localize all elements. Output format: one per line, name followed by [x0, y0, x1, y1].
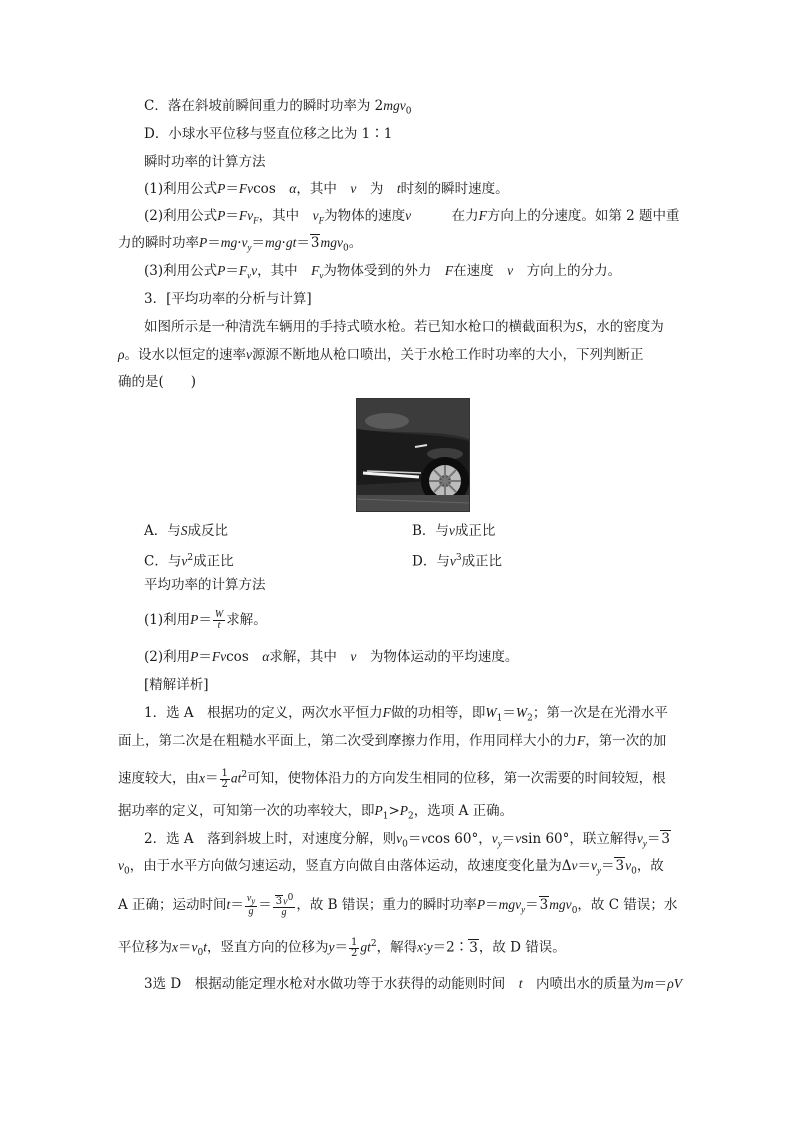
q2-option-c: C．落在斜坡前瞬间重力的瞬时功率为 2mgv$_0$: [144, 98, 412, 117]
answer-1-line-1: 1．选 A 根据功的定义，两次水平恒力F做的功相等，即$W_1=W_2$；第一次是在光滑水平: [144, 705, 668, 724]
answer-1-line-2: 面上，第二次是在粗糙水平面上，第二次受到摩擦力作用，作用同样大小的力F，第一次的加: [118, 733, 667, 749]
tip2-item-2: (2)利用P＝Fvcos α求解，其中 v 为物体运动的平均速度。: [144, 649, 519, 665]
q3-option-a: A．与S成反比: [144, 523, 228, 539]
q3-stem-1: 如图所示是一种清洗车辆用的手持式喷水枪。若已知水枪口的横截面积为S，水的密度为: [144, 319, 664, 335]
q2-option-d: D．小球水平位移与竖直位移之比为 1∶1: [144, 126, 393, 142]
answer-2-line-3: A 正确；运动时间t＝ $\frac{v_y}{g}$ ＝ $\frac{3v^0}{g}$ ，故 B 错误；重力的瞬时功率P＝mgv$_y$＝3mgv$_0$，故 C 错误；水: [118, 893, 678, 919]
answer-1-line-3: 速度较大，由x＝ $\frac{1}{2}$ $at^2$可知，使物体沿力的方向发生相同的位移，第一次需要的时间较短，根: [118, 767, 666, 790]
answer-1-line-4: 据功率的定义，可知第一次的功率较大，即$P_1>P_2$，选项 A 正确。: [118, 803, 514, 822]
q3-option-d: D．与$v^3$成正比: [412, 553, 503, 570]
tip1-item-1: (1)利用公式P＝Fvcos α，其中 v 为 t时刻的瞬时速度。: [144, 181, 509, 197]
car-wash-photo: [356, 398, 470, 512]
tip1-title: 瞬时功率的计算方法: [144, 154, 266, 170]
answers-title: [精解详析]: [144, 677, 209, 693]
answer-2-line-1: 2．选 A 落到斜坡上时，对速度分解，则$v_0=vcos$ 60°，$v_y=vsin$ 60°，联立解得$v_y=3$: [144, 831, 670, 850]
tip2-title: 平均功率的计算方法: [144, 577, 266, 593]
car-wash-image: [357, 399, 469, 511]
tip1-item-3: (3)利用公式$P=F_vv$，其中 $F_v$为物体受到的外力 F在速度 v 方向上的分力。: [144, 263, 622, 281]
q3-option-c: C．与$v^2$成正比: [144, 553, 234, 570]
q3-option-b: B．与v成正比: [412, 523, 496, 539]
answer-3-line-1: 3选 D 根据动能定理水枪对水做功等于水获得的动能则时间 t 内喷出水的质量为m＝ρV: [144, 976, 682, 992]
q3-stem-2: ρ。设水以恒定的速率v源源不断地从枪口喷出，关于水枪工作时功率的大小，下列判断正: [118, 347, 644, 363]
tip2-item-1: (1)利用P＝ $\frac{W}{t}$ 求解。: [144, 609, 267, 631]
q3-title: 3．[平均功率的分析与计算]: [144, 291, 312, 307]
tip1-item-2-cont: 力的瞬时功率$P=mg\cdot v_y=mg\cdot gt=3mgv_0$。: [118, 235, 363, 254]
answer-2-line-4: 平位移为$x=v_0t$，竖直方向的位移为y＝ $\frac{1}{2}$ $gt^2$，解得x∶y＝2∶3，故 D 错误。: [118, 936, 566, 959]
answer-2-line-2: $v_0$，由于水平方向做匀速运动，竖直方向做自由落体运动，故速度变化量为$\Delta v=v_y=3v_0$，故: [118, 858, 664, 877]
q3-stem-3: 确的是( ): [118, 374, 197, 390]
tip1-item-2: (2)利用公式$P=Fv_F$，其中 $v_F$为物体的速度v 在力F方向上的分速度。如第 2 题中重: [144, 208, 680, 226]
